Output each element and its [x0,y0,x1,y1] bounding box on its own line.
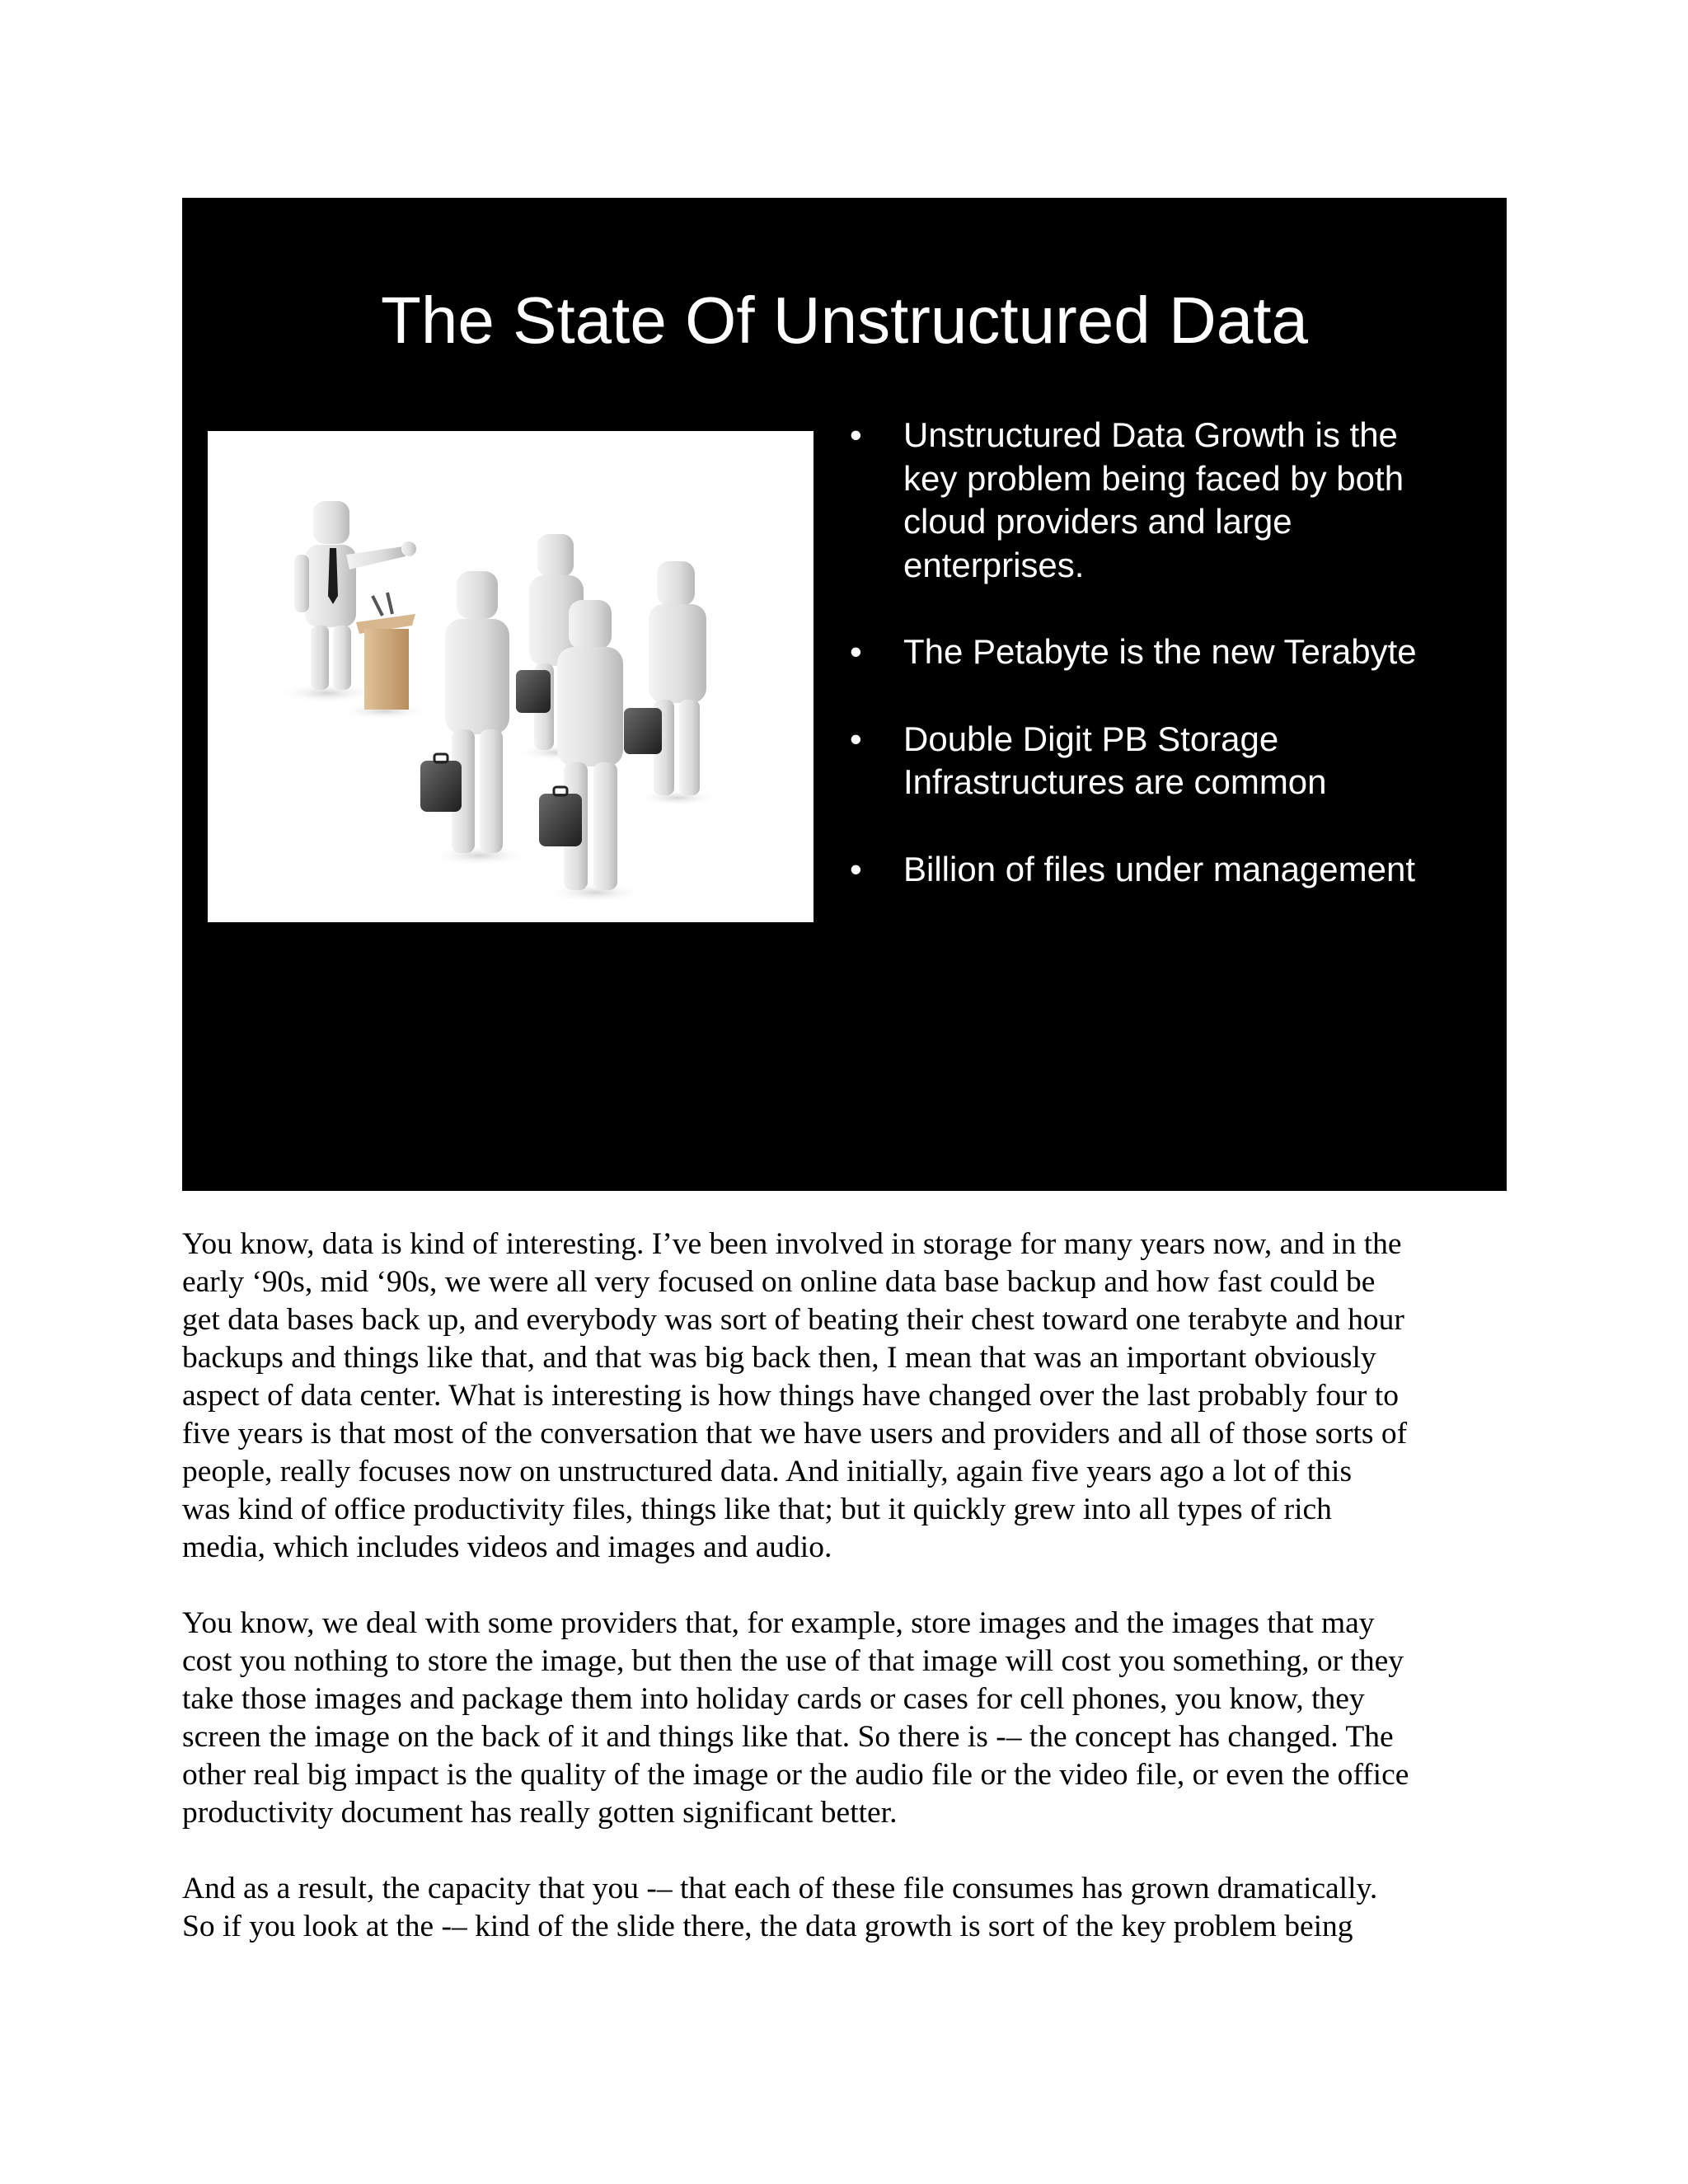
slide-bullet [850,414,1493,587]
slide [182,198,1507,1191]
slide-bullet-text: Billion of files under management [903,849,1416,888]
slide-bullet [850,718,1493,804]
slide-bullet-text: Unstructured Data Growth is the key problem being faced by both cloud providers and large enterprises. [903,415,1404,584]
audience-figure [420,571,529,865]
audience-figure [624,561,719,806]
transcript-body [182,1226,1517,1984]
bullet-icon: • [850,719,862,758]
bullet-icon: • [850,415,862,454]
slide-bullet [850,630,1493,674]
transcript-paragraph: You know, we deal with some providers that, for example, store images and the images that may cost you nothing to store the image, but then the use of that image will cost you something, or they take those images and package them into holiday cards or cases for cell phones, you know, they screen the image on the back of it and things like that. So there is -– the concept has changed. The other real big impact is the quality of the image or the audio file or the video file, or even the office productivity document has really gotten significant better. [182,1606,1409,1830]
transcript-paragraph: And as a result, the capacity that you -– that each of these file consumes has grown dramatically. So if you look at the -– kind of the slide there, the data growth is sort of the key problem being [182,1872,1378,1943]
transcript-paragraph: You know, data is kind of interesting. I’ve been involved in storage for many years now, and in the early ‘90s, mid ‘90s, we were all very focused on online data base backup and how fast could be get data bases back up, and everybody was sort of beating their chest toward one terabyte and hour backups and things like that, and that was big back then, I mean that was an important obviously aspect of data center. What is interesting is how things have changed over the last probably four to five years is that most of the conversation that we have users and providers and all of those sorts of people, really focuses now on unstructured data. And initially, again five years ago a lot of this was kind of office productivity files, things like that; but it quickly grew into all types of rich media, which includes videos and images and audio. [182,1227,1408,1564]
bullet-icon: • [850,632,862,671]
slide-bullet-text: Double Digit PB Storage Infrastructures are common [903,719,1327,801]
presenter-audience-illustration [208,431,814,922]
slide-bullet-text: The Petabyte is the new Terabyte [903,632,1417,671]
slide-title: The State Of Unstructured Data [381,284,1308,357]
slide-bullet [850,848,1493,892]
slide-bullet-list [850,414,1493,935]
slide-illustration [208,431,814,922]
bullet-icon: • [850,849,862,888]
